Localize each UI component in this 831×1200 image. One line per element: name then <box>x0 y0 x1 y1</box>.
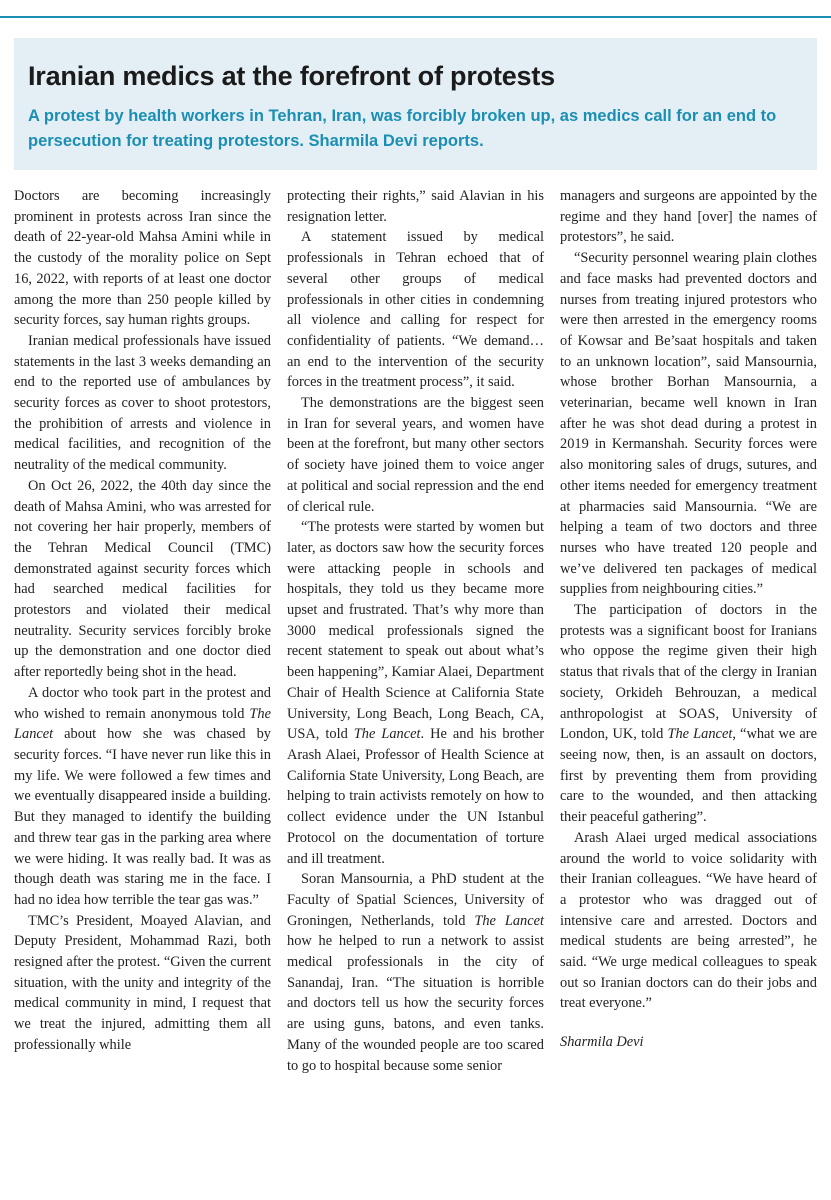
paragraph: protecting their rights,” said Alavian in his resignation letter. <box>287 188 544 225</box>
column-3 <box>560 186 817 1196</box>
paragraph: Doctors are becoming increasingly prominent in protests across Iran since the death of 22-year-old Mahsa Amini while in the custody of the morality police on Sept 16, 2022, with reports of at least one doctor among the more than 250 people killed by security forces, say human rights groups. <box>14 188 271 329</box>
paragraph: Iranian medical professionals have issued statements in the last 3 weeks demanding an end to the reported use of ambulances by security forces as cover to shoot protestors, the prohibition of arrests and violence in medical facilities, and recognition of the neutrality of the medical community. <box>14 332 271 474</box>
journal-name: The Lancet <box>353 726 421 743</box>
column-2 <box>287 186 544 1196</box>
paragraph: “Security personnel wearing plain clothes and face masks had prevented doctors and nurses from treating injured protestors who were then arrested in the emergency rooms of Kowsar and Be’saat hospitals and taken to an unknown location”, said Mansournia, whose brother Borhan Mansournia, a veterinarian, became well known in Iran after he was shot dead during a protest in 2019 in Kermanshah. Security forces were also monitoring sales of drugs, sutures, and other items needed for emergency treatment at pharmacies said Mansournia. “We are helping a team of two doctors and three nurses who have treated 120 people and we’ve delivered ten packages of medical supplies from neighbouring cities.” <box>560 250 817 598</box>
paragraph: A statement issued by medical professionals in Tehran echoed that of several other groups of medical professionals in other cities in condemning all violence and calling for respect for confidentiality of patients. “We demand…an end to the intervention of the security forces in the treatment process”, it said. <box>287 229 544 391</box>
paragraph-text: “The protests were started by women but later, as doctors saw how the security forces were attacking people in schools and hospitals, they told us they became more upset and frustrated. That’s why more than 3000 medical professionals signed the recent statement to speak out about what’s been happening”, Kamiar Alaei, Department Chair of Health Science at California State University, Long Beach, Long Beach, CA, USA, told <box>287 519 544 743</box>
paragraph <box>14 683 271 911</box>
top-rule <box>0 16 831 18</box>
paragraph <box>287 517 544 869</box>
paragraph: managers and surgeons are appointed by the regime and they hand [over] the names of protestors”, he said. <box>560 188 817 246</box>
paragraph: Arash Alaei urged medical associations around the world to voice solidarity with their Iranian colleagues. “We have heard of a protestor who was dragged out of intensive care and arrested. Doctors and medical students are being arrested”, he said. “We urge medical colleagues to speak out so Iranian doctors can do their jobs and treat everyone.” <box>560 829 817 1012</box>
journal-name: The Lancet <box>667 726 733 743</box>
article-body <box>14 186 817 1196</box>
article-standfirst: A protest by health workers in Tehran, Iran, was forcibly broken up, as medics call for an end to persecution for treating protestors. Sharmila Devi reports. <box>28 107 777 150</box>
journal-name: The Lancet <box>14 705 271 743</box>
paragraph-text: how he helped to run a network to assist medical professionals in the city of Sanandaj, Iran. “The situation is horrible and doctors tell us how the security forces are using guns, batons, and even tanks. Many of the wounded people are too scared to go to hospital because some senior <box>287 933 544 1074</box>
paragraph <box>560 600 817 828</box>
paragraph: The demonstrations are the biggest seen in Iran for several years, and women have been at the forefront, but many other sectors of society have joined them to voice anger at political and social repression and the end of clerical rule. <box>287 395 544 515</box>
paragraph-text: The participation of doctors in the protests was a significant boost for Iranians who oppose the regime given their high status that rivals that of the clergy in Iranian society, Orkideh Behrouzan, a medical anthropologist at SOAS, University of London, UK, told <box>560 602 817 743</box>
article-title: Iranian medics at the forefront of protests <box>28 61 555 91</box>
paragraph-text: , “what we are seeing now, then, is an assault on doctors, first by preventing them from providing care to the wounded, and then attacking their peaceful gathering”. <box>560 726 817 826</box>
paragraph <box>287 869 544 1076</box>
column-1 <box>14 186 271 1196</box>
paragraph: On Oct 26, 2022, the 40th day since the death of Mahsa Amini, who was arrested for not covering her hair properly, members of the Tehran Medical Council (TMC) demonstrated against security forces which had searched medical facilities for protestors and violated their medical neutrality. Security services forcibly broke up the demonstration and one doctor died after reportedly being shot in the head. <box>14 477 271 681</box>
paragraph-text: . He and his brother Arash Alaei, Professor of Health Science at California State University, Long Beach, are helping to train activists remotely on how to collect evidence under the UN Istanbul Protocol on the documentation of torture and ill treatment. <box>287 726 544 867</box>
paragraph-text: about how she was chased by security forces. “I have never run like this in my life. We were followed a few times and we eventually disappeared inside a building. But they managed to identify the building and threw tear gas in the parking area where we were hiding. It was really bad. It was as though death was staring me in the face. I had no idea how terrible the tear gas was.” <box>14 726 271 908</box>
paragraph-text: Soran Mansournia, a PhD student at the Faculty of Spatial Sciences, University of Groningen, Netherlands, told <box>287 871 544 929</box>
paragraph-text: A doctor who took part in the protest and who wished to remain anonymous told <box>14 684 271 722</box>
article-header <box>14 38 817 170</box>
paragraph: TMC’s President, Moayed Alavian, and Deputy President, Mohammad Razi, both resigned after the protest. “Given the current situation, with the unity and integrity of the medical community in mind, I request that we treat the injured, admitting them all professionally while <box>14 912 271 1053</box>
journal-name: The Lancet <box>474 912 544 929</box>
byline: Sharmila Devi <box>560 1034 644 1051</box>
